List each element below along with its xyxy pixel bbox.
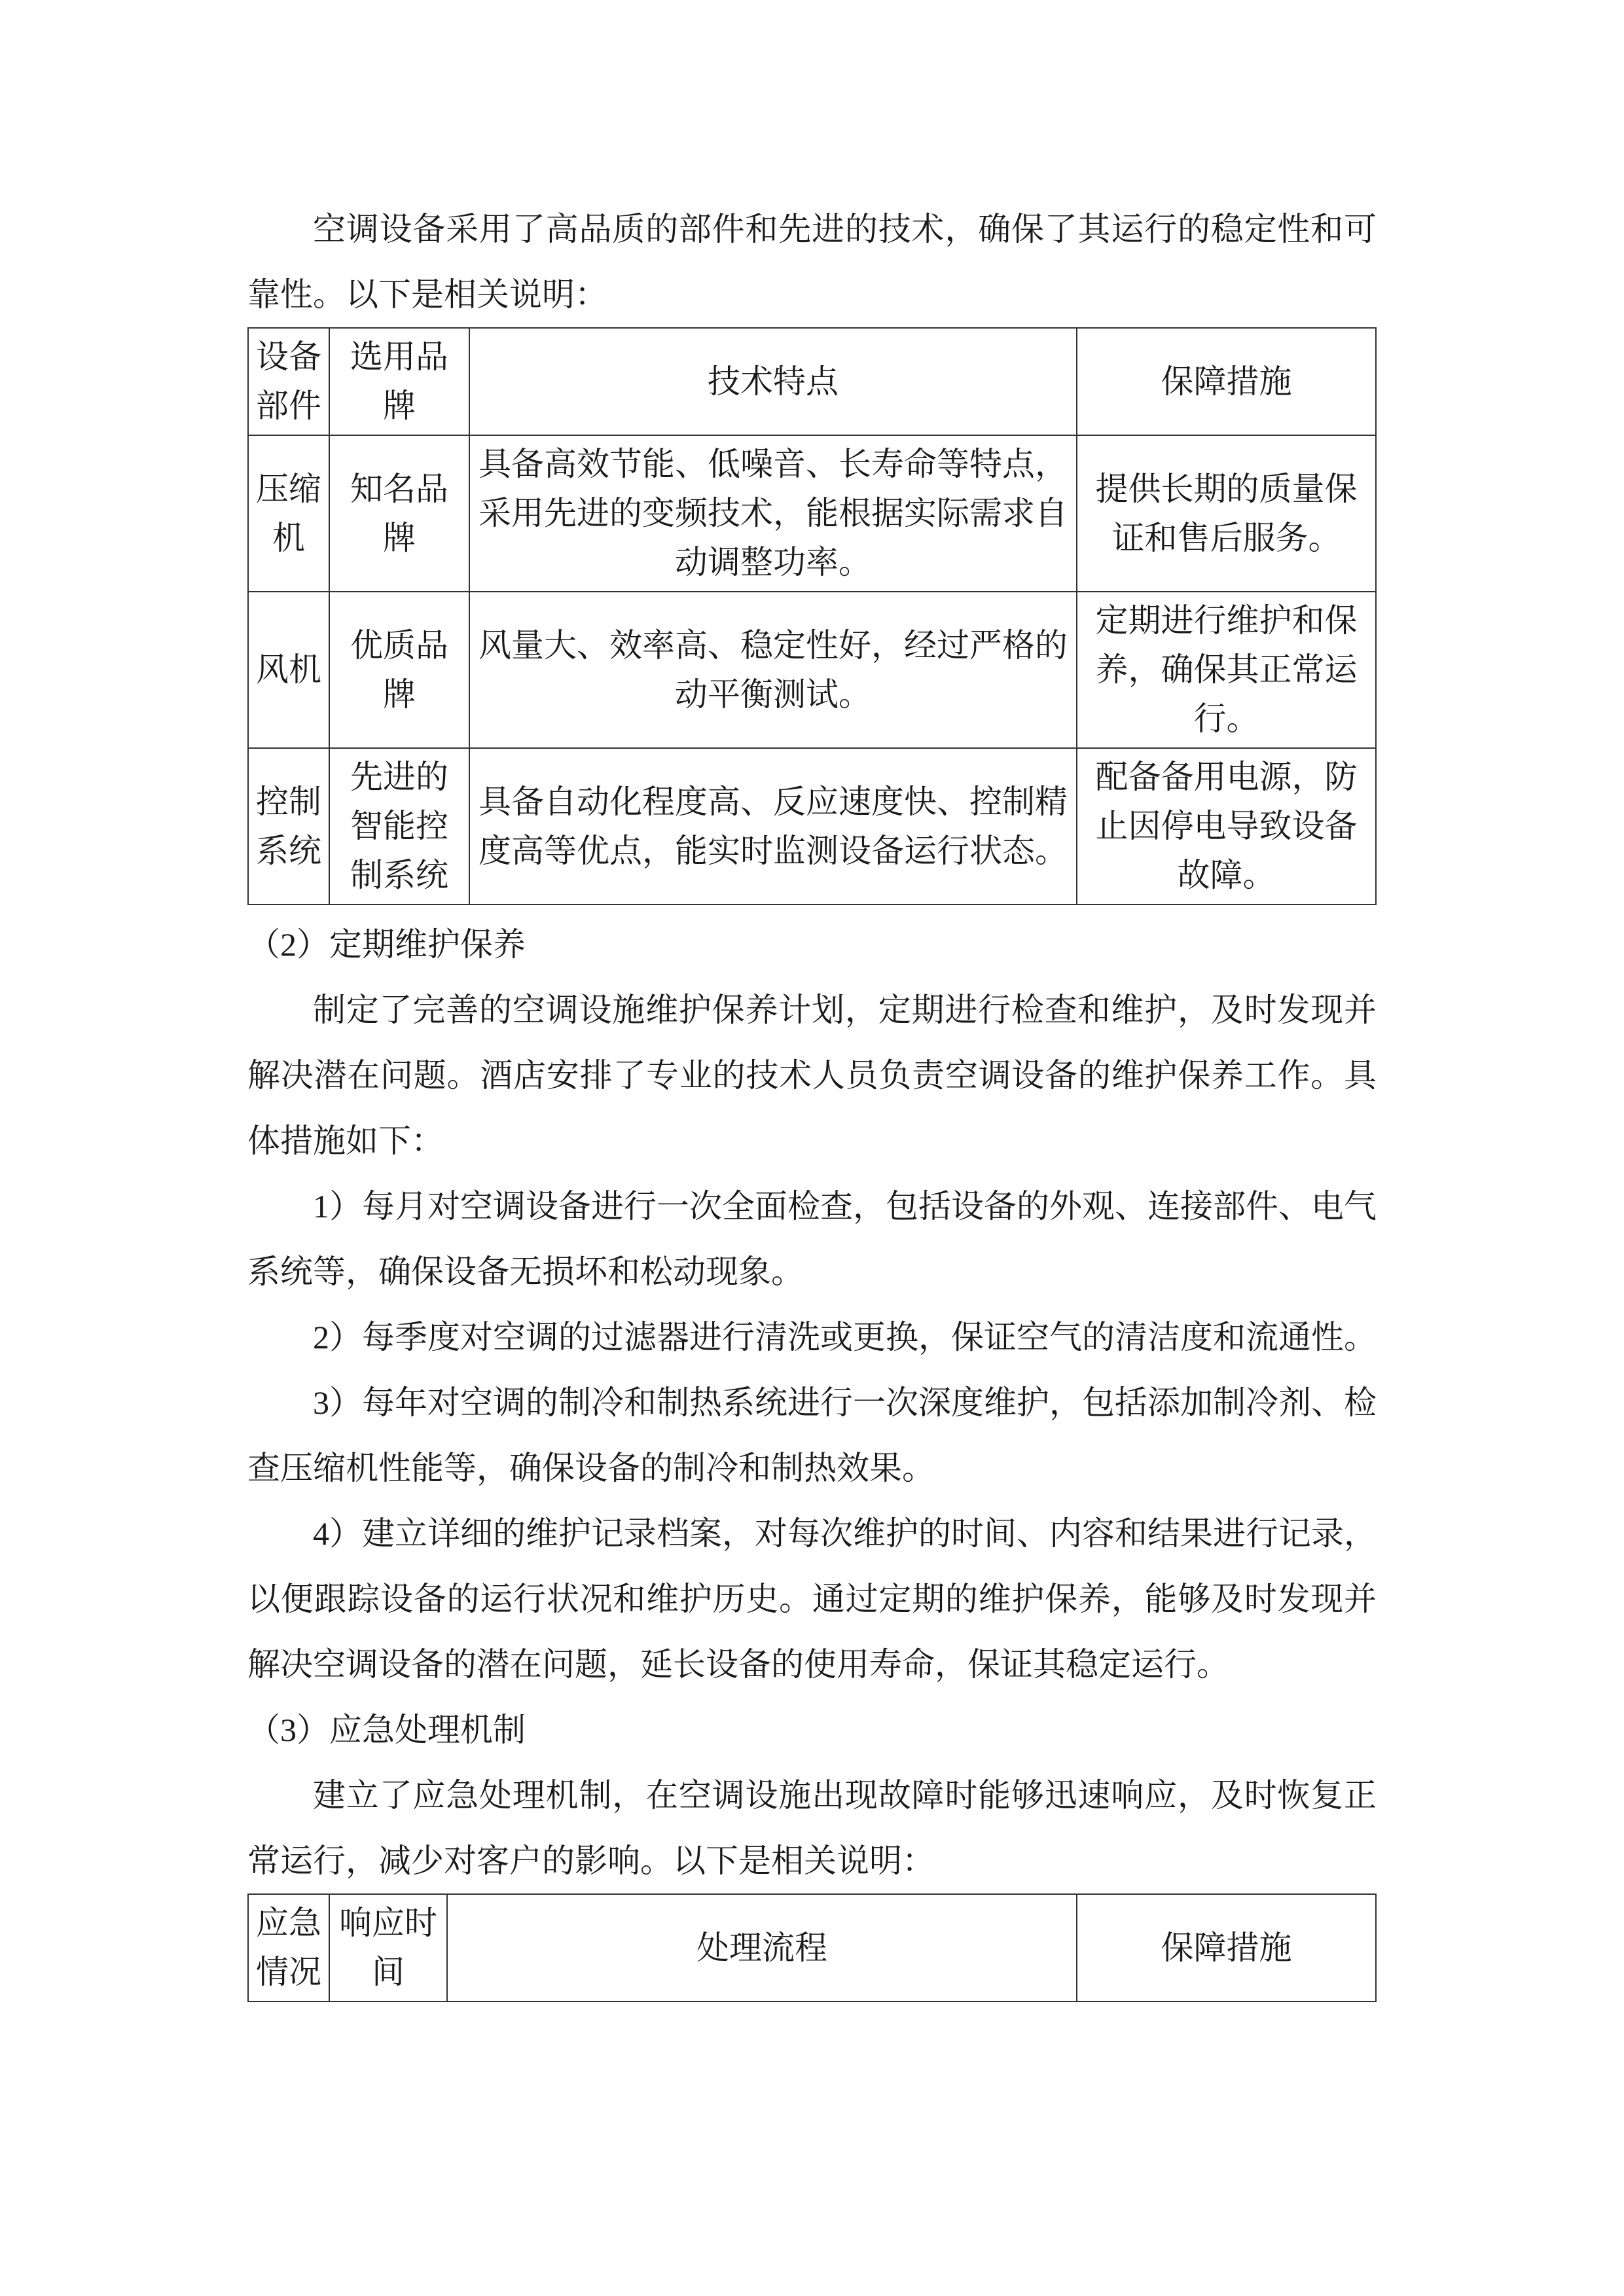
table-row bbox=[248, 435, 1376, 592]
table-cell: 提供长期的质量保证和售后服务。 bbox=[1077, 435, 1376, 592]
table-cell: 定期进行维护和保养，确保其正常运行。 bbox=[1077, 592, 1376, 748]
maintenance-intro-paragraph: 制定了完善的空调设施维护保养计划，定期进行检查和维护，及时发现并解决潜在问题。酒店安排了专业的技术人员负责空调设备的维护保养工作。具体措施如下： bbox=[247, 992, 1377, 1159]
section-heading-maintenance: （2）定期维护保养 bbox=[247, 926, 526, 963]
table-header-cell: 选用品牌 bbox=[329, 328, 469, 435]
table-cell: 风机 bbox=[248, 592, 329, 748]
table-row bbox=[248, 592, 1376, 748]
emergency-intro-paragraph: 建立了应急处理机制，在空调设施出现故障时能够迅速响应，及时恢复正常运行，减少对客户的影响。以下是相关说明： bbox=[247, 1777, 1377, 1879]
table-header-cell: 处理流程 bbox=[447, 1894, 1077, 2001]
section-heading-emergency: （3）应急处理机制 bbox=[247, 1712, 526, 1748]
maintenance-item-1: 1）每月对空调设备进行一次全面检查，包括设备的外观、连接部件、电气系统等，确保设备无损坏和松动现象。 bbox=[247, 1188, 1377, 1290]
equipment-table bbox=[247, 327, 1377, 905]
table-cell: 压缩机 bbox=[248, 435, 329, 592]
table-header-cell: 响应时间 bbox=[329, 1894, 447, 2001]
table-header-row bbox=[248, 1894, 1376, 2001]
table-cell: 配备备用电源，防止因停电导致设备故障。 bbox=[1077, 748, 1376, 905]
table-cell: 优质品牌 bbox=[329, 592, 469, 748]
maintenance-item-2: 2）每季度对空调的过滤器进行清洗或更换，保证空气的清洁度和流通性。 bbox=[313, 1319, 1377, 1355]
table-header-cell: 应急情况 bbox=[248, 1894, 329, 2001]
table-header-cell: 保障措施 bbox=[1077, 1894, 1376, 2001]
table-header-cell: 设备部件 bbox=[248, 328, 329, 435]
table-cell: 控制系统 bbox=[248, 748, 329, 905]
table-cell: 具备自动化程度高、反应速度快、控制精度高等优点，能实时监测设备运行状态。 bbox=[469, 748, 1077, 905]
table-cell: 具备高效节能、低噪音、长寿命等特点，采用先进的变频技术，能根据实际需求自动调整功率。 bbox=[469, 435, 1077, 592]
maintenance-item-4: 4）建立详细的维护记录档案，对每次维护的时间、内容和结果进行记录，以便跟踪设备的运行状况和维护历史。通过定期的维护保养，能够及时发现并解决空调设备的潜在问题，延长设备的使用寿命，保证其稳定运行。 bbox=[247, 1515, 1377, 1683]
table-header-cell: 技术特点 bbox=[469, 328, 1077, 435]
emergency-table bbox=[247, 1893, 1377, 2002]
table-header-row bbox=[248, 328, 1376, 435]
intro-paragraph: 空调设备采用了高品质的部件和先进的技术，确保了其运行的稳定性和可靠性。以下是相关说明： bbox=[247, 211, 1377, 313]
table-cell: 知名品牌 bbox=[329, 435, 469, 592]
table-header-cell: 保障措施 bbox=[1077, 328, 1376, 435]
table-cell: 风量大、效率高、稳定性好，经过严格的动平衡测试。 bbox=[469, 592, 1077, 748]
maintenance-item-3: 3）每年对空调的制冷和制热系统进行一次深度维护，包括添加制冷剂、检查压缩机性能等，确保设备的制冷和制热效果。 bbox=[247, 1384, 1377, 1486]
table-cell: 先进的智能控制系统 bbox=[329, 748, 469, 905]
table-row bbox=[248, 748, 1376, 905]
